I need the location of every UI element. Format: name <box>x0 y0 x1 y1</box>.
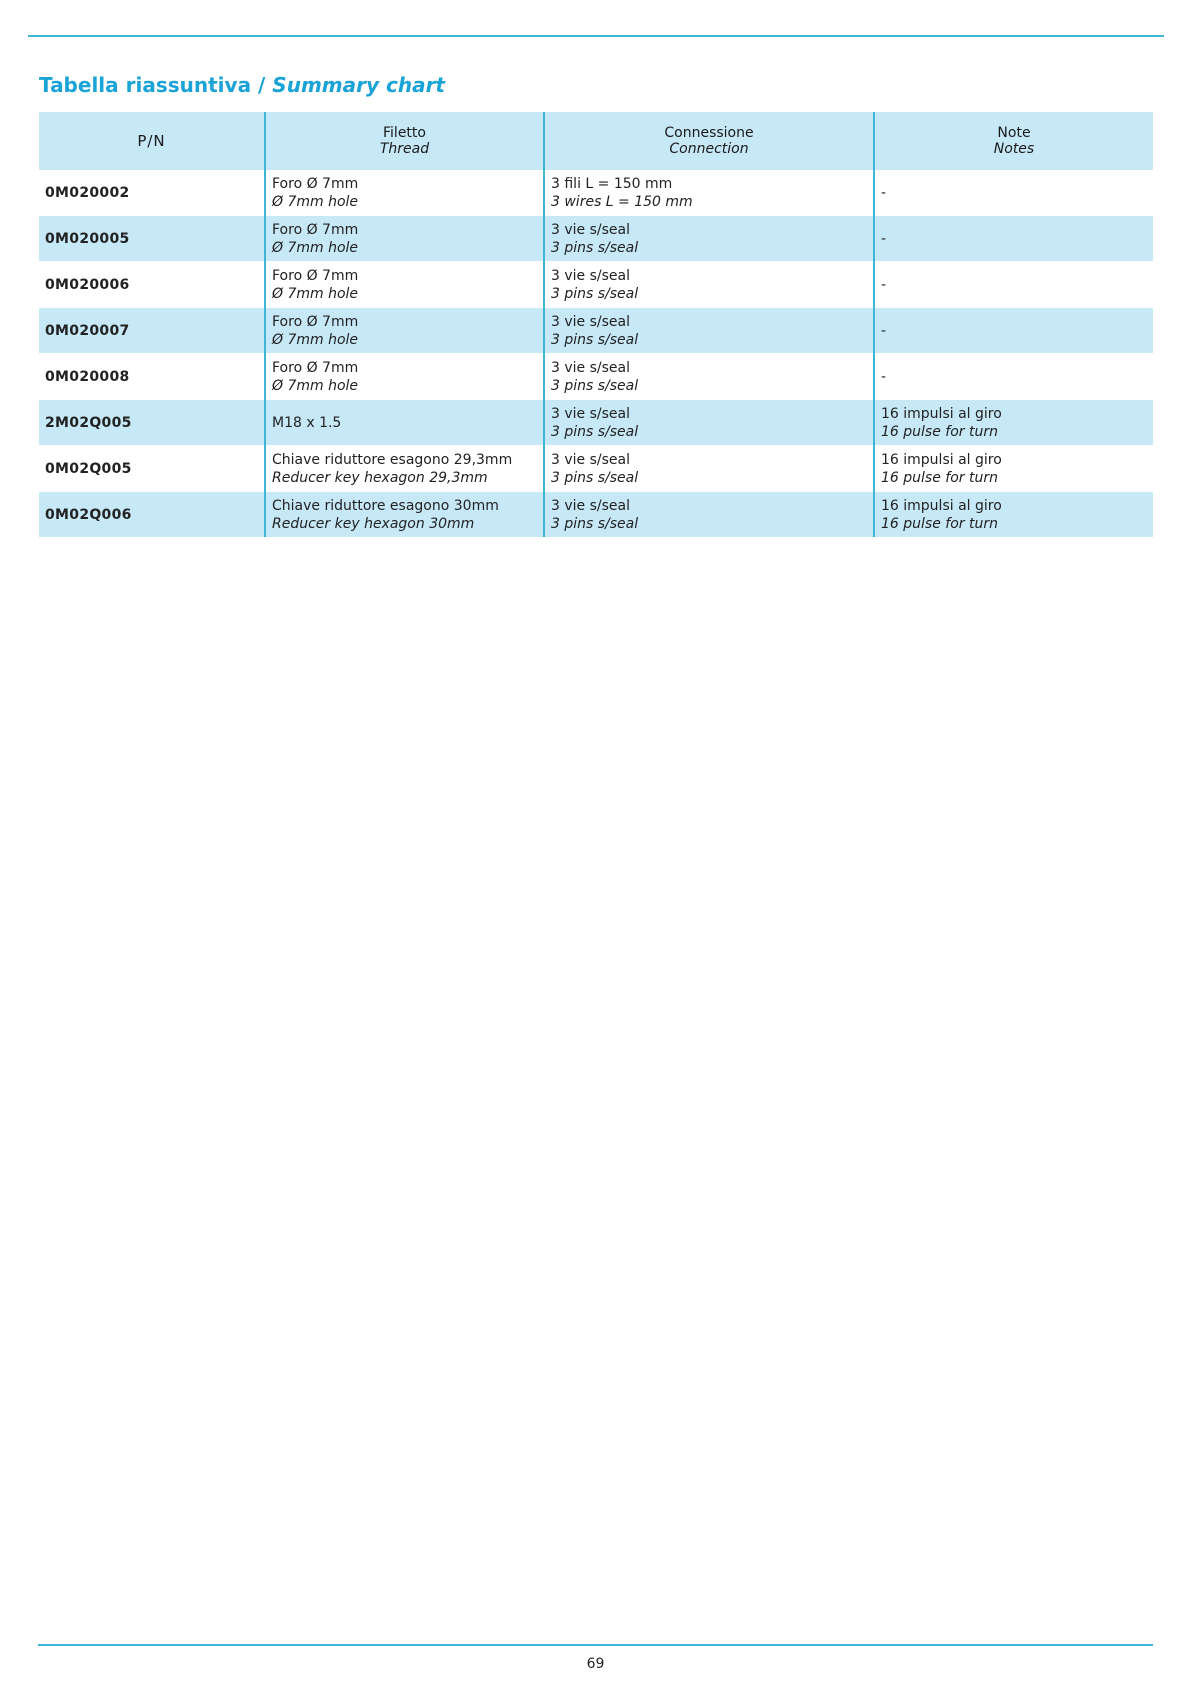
cell-pn: 0M020006 <box>39 262 265 308</box>
notes-en: 16 pulse for turn <box>881 469 998 486</box>
cell-pn: 0M020005 <box>39 216 265 262</box>
thread-en: Ø 7mm hole <box>272 377 359 394</box>
top-divider <box>28 35 1164 37</box>
notes-it: - <box>881 368 887 385</box>
thread-en: Reducer key hexagon 29,3mm <box>272 469 488 486</box>
table-row <box>39 216 1153 262</box>
cell-pn: 2M02Q005 <box>39 400 265 446</box>
header-pn <box>39 112 265 170</box>
cell-thread <box>265 354 544 400</box>
thread-it: Foro Ø 7mm <box>272 313 359 330</box>
title-separator: / <box>251 73 273 97</box>
header-notes-it: Note <box>997 125 1031 141</box>
thread-it: M18 x 1.5 <box>272 414 342 431</box>
notes-it: - <box>881 230 887 247</box>
cell-pn: 0M020008 <box>39 354 265 400</box>
cell-notes <box>874 354 1153 400</box>
cell-notes <box>874 216 1153 262</box>
header-thread-it: Filetto <box>383 125 426 141</box>
connection-it: 3 fili L = 150 mm <box>551 175 673 192</box>
cell-thread <box>265 262 544 308</box>
title-italian: Tabella riassuntiva <box>39 73 252 97</box>
header-thread <box>265 112 544 170</box>
cell-thread <box>265 400 544 446</box>
connection-it: 3 vie s/seal <box>551 405 630 422</box>
cell-connection <box>544 308 874 354</box>
notes-en: 16 pulse for turn <box>881 515 998 532</box>
cell-thread <box>265 308 544 354</box>
thread-it: Foro Ø 7mm <box>272 175 359 192</box>
notes-it: - <box>881 276 887 293</box>
connection-it: 3 vie s/seal <box>551 451 630 468</box>
notes-it: - <box>881 322 887 339</box>
table-row <box>39 170 1153 216</box>
thread-en: Ø 7mm hole <box>272 285 359 302</box>
notes-it: - <box>881 184 887 201</box>
table-row <box>39 262 1153 308</box>
cell-notes <box>874 446 1153 492</box>
table-row <box>39 492 1153 538</box>
cell-pn: 0M02Q005 <box>39 446 265 492</box>
page-number: 69 <box>586 1656 605 1672</box>
notes-en: 16 pulse for turn <box>881 423 998 440</box>
connection-it: 3 vie s/seal <box>551 313 630 330</box>
header-connection-it: Connessione <box>664 125 754 141</box>
cell-connection <box>544 446 874 492</box>
table-row <box>39 400 1153 446</box>
thread-en: Ø 7mm hole <box>272 331 359 348</box>
cell-notes <box>874 262 1153 308</box>
header-connection-en: Connection <box>669 141 749 157</box>
cell-pn: 0M02Q006 <box>39 492 265 538</box>
cell-notes <box>874 400 1153 446</box>
table-row <box>39 308 1153 354</box>
notes-it: 16 impulsi al giro <box>881 405 1002 422</box>
cell-connection <box>544 170 874 216</box>
cell-notes <box>874 308 1153 354</box>
cell-connection <box>544 262 874 308</box>
cell-connection <box>544 354 874 400</box>
cell-connection <box>544 400 874 446</box>
cell-connection <box>544 492 874 538</box>
thread-it: Chiave riduttore esagono 29,3mm <box>272 451 513 468</box>
thread-en: Ø 7mm hole <box>272 193 359 210</box>
connection-en: 3 pins s/seal <box>551 285 639 302</box>
thread-it: Foro Ø 7mm <box>272 221 359 238</box>
connection-en: 3 pins s/seal <box>551 515 639 532</box>
connection-en: 3 pins s/seal <box>551 239 639 256</box>
header-connection <box>544 112 874 170</box>
cell-thread <box>265 216 544 262</box>
cell-notes <box>874 492 1153 538</box>
cell-thread <box>265 492 544 538</box>
connection-en: 3 pins s/seal <box>551 423 639 440</box>
header-notes <box>874 112 1153 170</box>
page-title <box>39 73 445 97</box>
connection-en: 3 pins s/seal <box>551 377 639 394</box>
header-row <box>39 112 1153 170</box>
table-row <box>39 446 1153 492</box>
connection-en: 3 wires L = 150 mm <box>551 193 693 210</box>
connection-en: 3 pins s/seal <box>551 469 639 486</box>
thread-it: Chiave riduttore esagono 30mm <box>272 497 499 514</box>
cell-connection <box>544 216 874 262</box>
notes-it: 16 impulsi al giro <box>881 497 1002 514</box>
thread-en: Reducer key hexagon 30mm <box>272 515 475 532</box>
bottom-divider <box>38 1644 1153 1646</box>
header-notes-en: Notes <box>993 141 1035 157</box>
thread-it: Foro Ø 7mm <box>272 359 359 376</box>
thread-it: Foro Ø 7mm <box>272 267 359 284</box>
header-pn-label: P/N <box>137 132 166 150</box>
connection-it: 3 vie s/seal <box>551 497 630 514</box>
cell-thread <box>265 170 544 216</box>
title-english: Summary chart <box>272 73 445 97</box>
cell-pn: 0M020007 <box>39 308 265 354</box>
cell-notes <box>874 170 1153 216</box>
cell-pn: 0M020002 <box>45 184 130 201</box>
cell-thread <box>265 446 544 492</box>
connection-en: 3 pins s/seal <box>551 331 639 348</box>
connection-it: 3 vie s/seal <box>551 359 630 376</box>
connection-it: 3 vie s/seal <box>551 267 630 284</box>
table-row <box>39 354 1153 400</box>
connection-it: 3 vie s/seal <box>551 221 630 238</box>
thread-en: Ø 7mm hole <box>272 239 359 256</box>
notes-it: 16 impulsi al giro <box>881 451 1002 468</box>
summary-table <box>39 112 1153 537</box>
header-thread-en: Thread <box>379 141 430 157</box>
